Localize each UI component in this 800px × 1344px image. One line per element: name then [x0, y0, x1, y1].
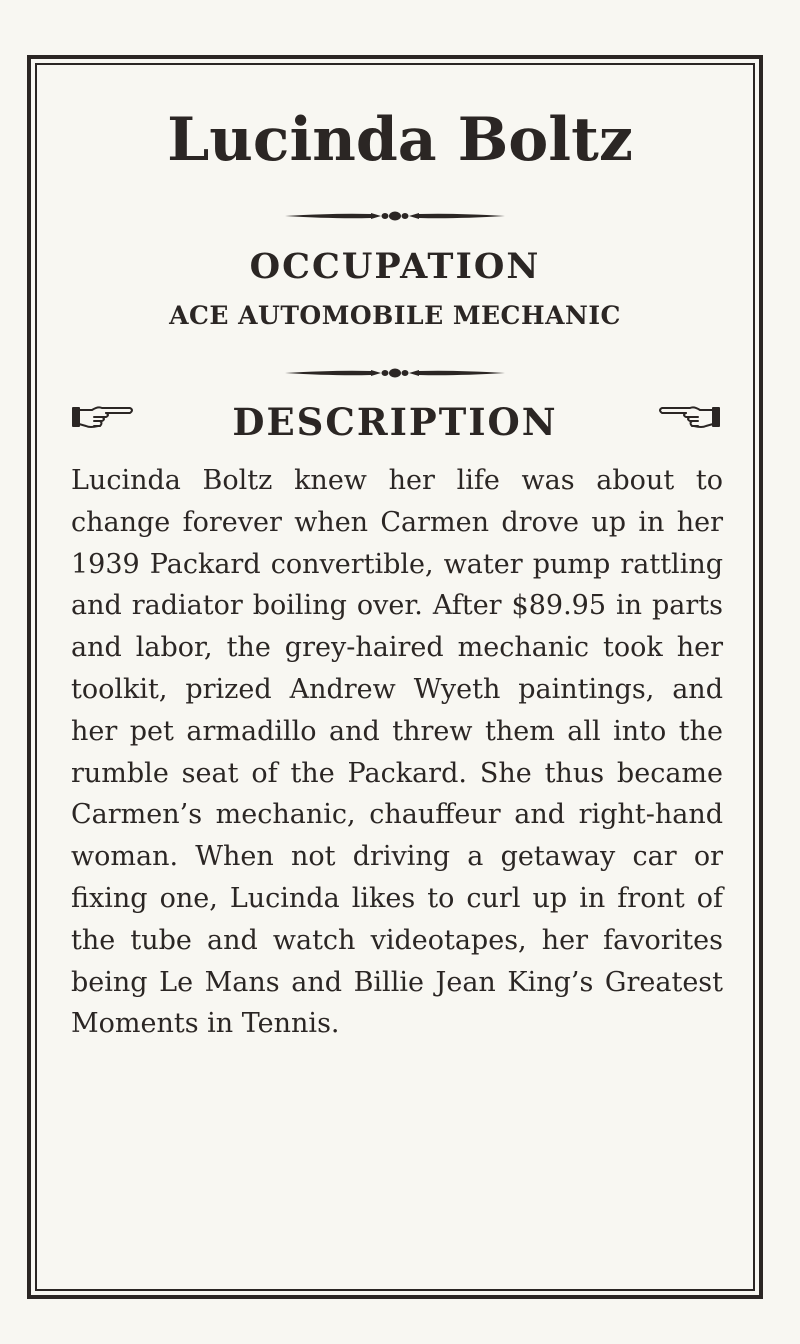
- pointing-hand-left-icon: [656, 402, 720, 432]
- description-text: Lucinda Boltz knew her life was about to change forever when Carmen drove up in her 1939 Packard convertible, water pump rattling and radiator boiling over. After $89.95 in parts and labor, the grey-haired mechanic took her toolkit, prized Andrew Wyeth paintings, and her pet armadillo and threw them all into the rumble seat of the Packard. She thus became Carmen’s mechanic, chauffeur and right-hand woman. When not driving a getaway car or fixing one, Lucinda likes to curl up in front of the tube and watch videotapes, her favorites being Le Mans and Billie Jean King’s Greatest Moments in Tennis.: [71, 465, 723, 1040]
- occupation-heading: OCCUPATION: [249, 246, 541, 287]
- occupation-value: ACE AUTOMOBILE MECHANIC: [169, 301, 621, 330]
- divider-ornament-middle: [285, 366, 505, 380]
- divider-ornament-top: [285, 209, 505, 223]
- character-name: Lucinda Boltz: [167, 105, 633, 175]
- description-heading: DESCRIPTION: [232, 400, 558, 444]
